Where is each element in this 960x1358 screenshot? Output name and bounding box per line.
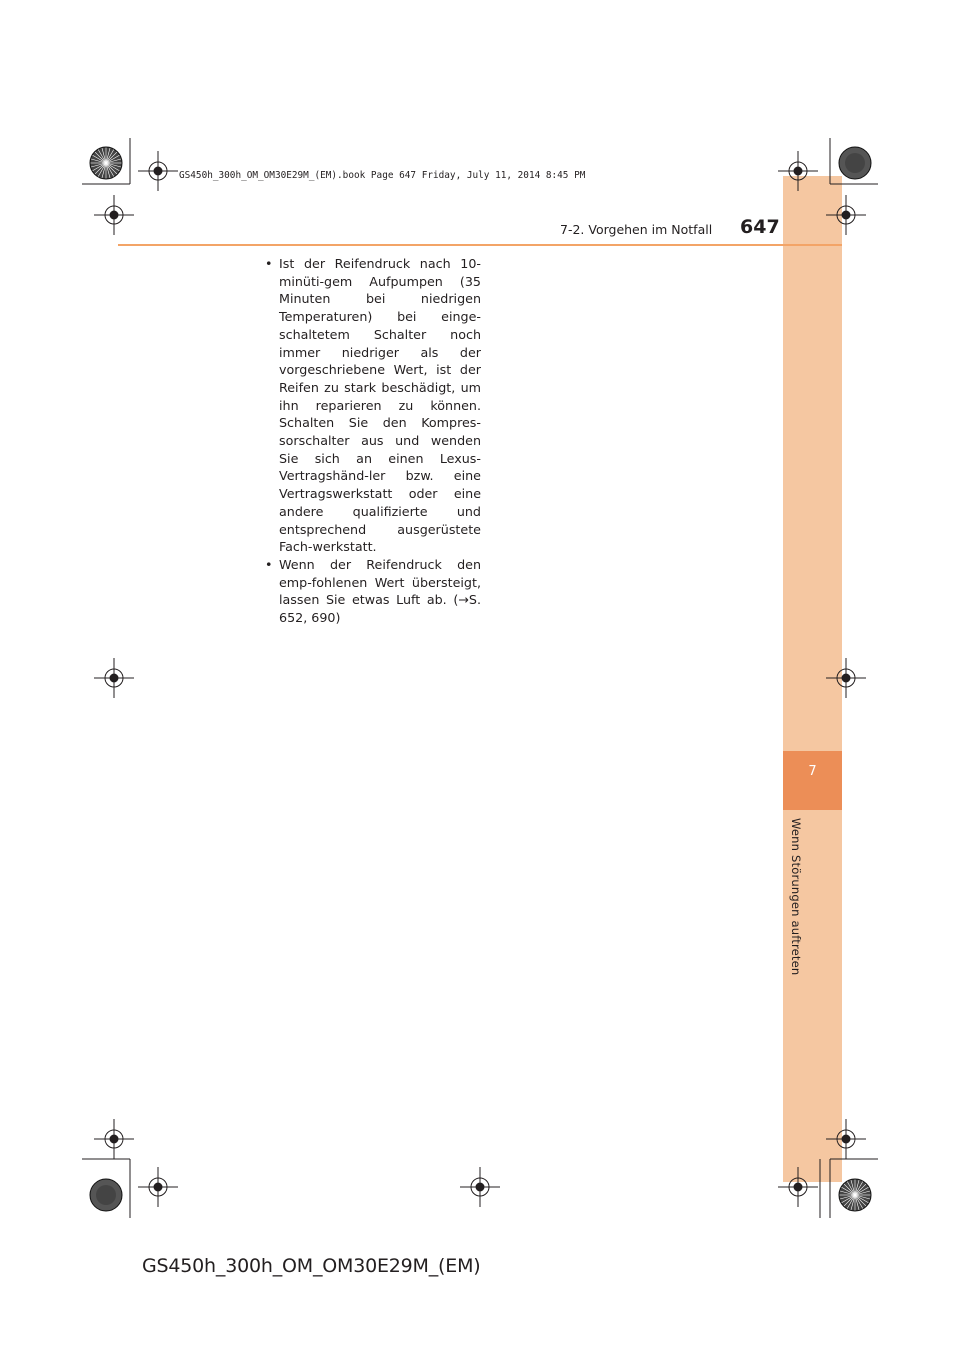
bullet-dot: • <box>265 256 273 271</box>
document-code: GS450h_300h_OM_OM30E29M_(EM) <box>142 1255 481 1277</box>
section-title: 7-2. Vorgehen im Notfall <box>560 222 713 237</box>
page-number: 647 <box>740 216 780 238</box>
chapter-number: 7 <box>808 764 817 779</box>
chapter-title: Wenn Störungen auftreten <box>789 818 803 976</box>
bullet-text: Wenn der Reifendruck den emp-fohlenen Wert übersteigt, lassen Sie etwas Luft ab. (→S. 652, 690) <box>279 556 481 626</box>
print-slug: GS450h_300h_OM_OM30E29M_(EM).book Page 647 Friday, July 11, 2014 8:45 PM <box>179 170 586 181</box>
bullet-text: Ist der Reifendruck nach 10-minüti-gem Aufpumpen (35 Minuten bei niedrigen Temperaturen) bei einge-schaltetem Schalter noch immer niedriger als der vorgeschriebene Wert, ist der Reifen zu stark beschädigt, um ihn reparieren zu können. Schalten Sie den Kompres-sorschalter aus und wenden Sie sich an einen Lexus-Vertragshänd-ler bzw. eine Vertragswerkstatt oder eine andere qualifizierte und entsprechend ausgerüstete Fach-werkstatt. <box>279 256 481 555</box>
bullet-dot: • <box>265 556 273 572</box>
